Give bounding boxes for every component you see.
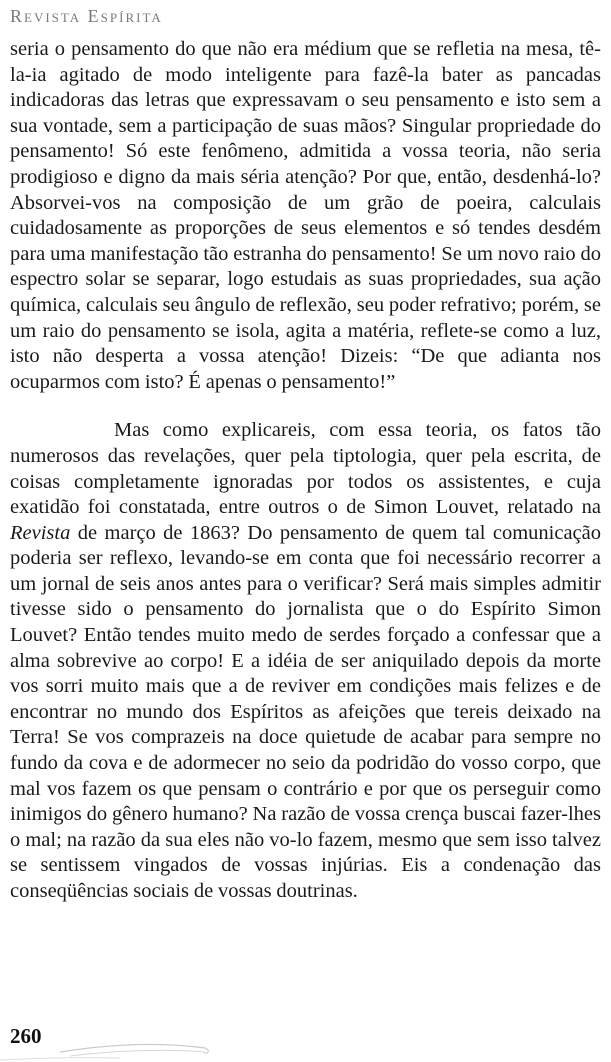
- decorative-swoosh-ornament: [0, 1022, 611, 1062]
- paragraph-2-text-end: de março de 1863? Do pensamento de quem tal comunicação poderia ser reflexo, levando-se em conta que foi necessário recorrer a um jornal de seis anos antes para o verificar? Será mais simples admitir tivesse sido o pensamento do jornalista que o do Espírito Simon Louvet? Então tendes muito medo de serdes forçado a confessar que a alma sobrevive ao corpo! E a idéia de ser aniquilado depois da morte vos sorri muito mais que a de reviver em condições mais felizes e de encontrar no mundo dos Espíritos as afeições que tereis deixado na Terra! Se vos comprazeis na doce quietude de acabar para sempre no fundo da cova e de adormecer no seio da podridão do vosso corpo, que mal vos fazem os que pensam o contrário e por que os perseguir como inimigos do gênero humano? Na razão de vossa crença buscai fazer-lhes o mal; na razão da sua eles não vo-lo fazem, mesmo que sem isso talvez se sentissem vingados de vossas injúrias. Eis a condenação das conseqüências sociais de vossas doutrinas.: [10, 521, 601, 902]
- paragraph-1: seria o pensamento do que não era médium que se refletia na mesa, tê-la-ia agitado de modo inteligente para fazê-la bater as pancadas indicadoras das letras que expressavam o seu pensamento e isto sem a sua vontade, sem a participação de suas mãos? Singular propriedade do pensamento! Só este fenômeno, admitida a vossa teoria, não seria prodigioso e digno da mais séria atenção? Por que, então, desdenhá-lo? Absorvei-vos na composição de um grão de poeira, calculais cuidadosamente as proporções de seus elementos e só tendes desdém para uma manifestação tão estranha do pensamento! Se um novo raio do espectro solar se separar, logo estudais as suas propriedades, sua ação química, calculais seu ângulo de reflexão, seu poder refrativo; porém, se um raio do pensamento se isola, agita a matéria, reflete-se como a luz, isto não desperta a vossa atenção! Dizeis: “De que adianta nos ocuparmos com isto? É apenas o pensamento!”: [10, 38, 601, 393]
- page-footer: [0, 1022, 611, 1062]
- page-body: [10, 37, 601, 905]
- paragraph-2-italic-title: Revista: [10, 521, 71, 544]
- page-number: 260: [10, 1024, 42, 1048]
- running-header: Revista Espírita: [10, 6, 163, 26]
- paragraph-2-text-start: Mas como explicareis, com essa teoria, os fatos tão numerosos das revelações, quer pela tiptologia, quer pela escrita, de coisas completamente ignoradas por todos os assistentes, e cuja exatidão foi constatada, entre outros o de Simon Louvet, relatado na: [10, 419, 601, 519]
- paragraph-2: [10, 418, 601, 904]
